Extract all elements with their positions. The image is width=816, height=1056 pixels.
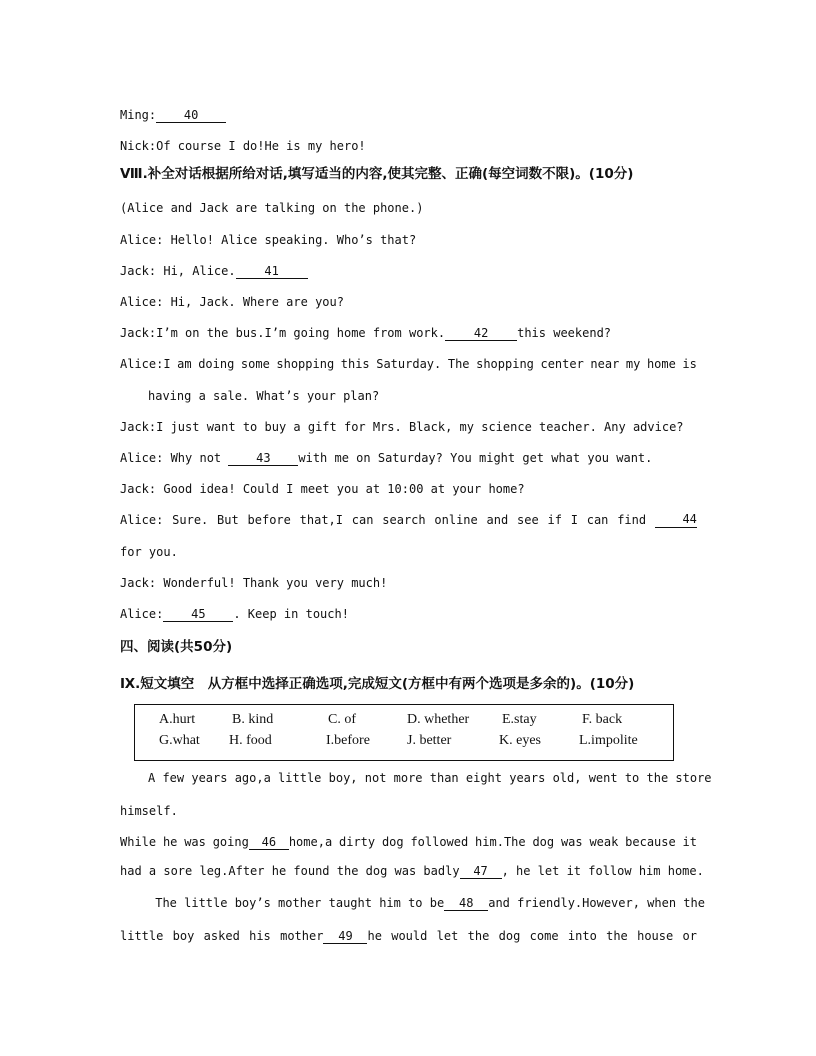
word: let <box>436 929 459 943</box>
word: online <box>434 513 478 527</box>
dialogue-line-7 <box>120 450 652 466</box>
option-b: B. kind <box>232 712 274 727</box>
word: the <box>467 929 490 943</box>
dialogue-intro: (Alice and Jack are talking on the phone.) <box>120 201 424 215</box>
option-a: A.hurt <box>159 712 196 727</box>
word: some <box>240 357 270 371</box>
word: was <box>560 835 583 849</box>
options-box <box>134 704 674 761</box>
line-text: . Keep in touch! <box>233 607 349 621</box>
line-text: The little boy’s mother taught him to be <box>148 896 445 910</box>
section-9-heading: Ⅸ.短文填空 从方框中选择正确选项,完成短文(方框中有两个选项是多余的)。(10分) <box>120 676 635 692</box>
word: that,I <box>299 513 344 527</box>
dialogue-line-11 <box>120 606 349 622</box>
passage-line-5 <box>148 895 705 911</box>
word: dog <box>381 835 404 849</box>
option-g: G.what <box>159 733 200 748</box>
option-i: I.before <box>326 733 370 748</box>
word: would <box>391 929 428 943</box>
word: weak <box>589 835 619 849</box>
word: if <box>547 513 562 527</box>
passage-line-3 <box>120 834 697 850</box>
word: he <box>367 929 382 943</box>
dialogue-line-8: Jack: Good idea! Could I meet you at 10:00 at your home? <box>120 482 525 496</box>
word: near <box>590 357 620 371</box>
word: Alice:I <box>120 357 171 371</box>
dialogue-line-1: Alice: Hello! Alice speaking. Who’s that? <box>120 233 417 247</box>
word: home,a <box>288 835 333 849</box>
ming-line <box>120 107 226 123</box>
dialogue-line-9 <box>120 512 697 528</box>
answer-blank-40[interactable]: 40 <box>156 108 226 123</box>
passage-line-2: himself. <box>120 804 178 818</box>
word: Saturday. <box>376 357 442 371</box>
word: center <box>540 357 584 371</box>
word: dog <box>532 835 555 849</box>
dialogue-line-5b: having a sale. What’s your plan? <box>148 389 380 403</box>
option-d: D. whether <box>407 712 470 727</box>
option-c: C. of <box>328 712 356 727</box>
word: see <box>517 513 539 527</box>
word: going <box>212 835 249 849</box>
dialogue-line-9b: for you. <box>120 545 178 559</box>
passage-line-4 <box>120 863 704 879</box>
word: he <box>162 835 178 849</box>
word: asked <box>203 929 240 943</box>
word: his <box>249 929 271 943</box>
answer-blank-44[interactable]: 44 <box>655 512 697 528</box>
line-text: this weekend? <box>517 326 612 340</box>
word: come <box>529 929 559 943</box>
line-text: with me on Saturday? You might get what you want. <box>298 451 653 465</box>
passage-line-6 <box>120 928 697 944</box>
word: was <box>184 835 206 849</box>
answer-blank-47[interactable]: 47 <box>460 864 502 879</box>
word: search <box>382 513 426 527</box>
dialogue-line-2 <box>120 263 308 279</box>
word: can <box>586 513 609 527</box>
word: him.The <box>475 835 526 849</box>
word: or <box>682 929 697 943</box>
word: house <box>637 929 674 943</box>
dialogue-line-10: Jack: Wonderful! Thank you very much! <box>120 576 388 590</box>
word: Alice: <box>120 513 164 527</box>
line-text: and friendly.However, when the <box>488 896 705 910</box>
dialogue-line-6: Jack:I just want to buy a gift for Mrs. Black, my science teacher. Any advice? <box>120 420 684 434</box>
word: home <box>646 357 676 371</box>
dialogue-line-3: Alice: Hi, Jack. Where are you? <box>120 295 344 309</box>
answer-blank-45[interactable]: 45 <box>163 607 233 622</box>
word: the <box>606 929 628 943</box>
dialogue-line-4 <box>120 325 611 341</box>
line-text: Jack:I’m on the bus.I’m going home from work. <box>120 326 446 340</box>
word: little <box>120 929 164 943</box>
word: dirty <box>339 835 376 849</box>
section-8-heading: Ⅷ.补全对话根据所给对话,填写适当的内容,使其完整、正确(每空词数不限)。(10分) <box>120 166 634 182</box>
line-text: Jack: Hi, Alice. <box>120 264 236 278</box>
line-text: had a sore leg.After he found the dog was badly <box>120 864 460 878</box>
passage-line-1: A few years ago,a little boy, not more than eight years old, went to the store <box>148 771 712 785</box>
option-h: H. food <box>229 733 272 748</box>
word: am <box>177 357 192 371</box>
option-e: E.stay <box>502 712 537 727</box>
word: followed <box>410 835 469 849</box>
word: Sure. <box>172 513 209 527</box>
line-text: , he let it follow him home. <box>501 864 704 878</box>
word: shopping <box>476 357 534 371</box>
answer-blank-43[interactable]: 43 <box>228 451 298 466</box>
answer-blank-42[interactable]: 42 <box>445 326 517 341</box>
answer-blank-41[interactable]: 41 <box>236 264 308 279</box>
option-f: F. back <box>582 712 623 727</box>
ming-label: Ming: <box>120 108 157 122</box>
word: mother <box>280 929 324 943</box>
word: is <box>682 357 697 371</box>
word: find <box>617 513 647 527</box>
nick-line: Nick:Of course I do!He is my hero! <box>120 139 366 153</box>
word: and <box>486 513 509 527</box>
answer-blank-46[interactable]: 46 <box>249 835 289 850</box>
option-j: J. better <box>407 733 452 748</box>
word: boy <box>172 929 195 943</box>
word: before <box>247 513 291 527</box>
word: doing <box>198 357 235 371</box>
option-l: L.impolite <box>579 733 638 748</box>
dialogue-line-5 <box>120 356 697 372</box>
option-k: K. eyes <box>499 733 541 748</box>
word: The <box>447 357 470 371</box>
word: While <box>120 835 157 849</box>
word: it <box>682 835 697 849</box>
answer-blank-48[interactable]: 48 <box>444 896 488 911</box>
word: because <box>625 835 676 849</box>
answer-blank-49[interactable]: 49 <box>323 929 367 944</box>
word: But <box>217 513 239 527</box>
word: dog <box>498 929 521 943</box>
word: I <box>570 513 578 527</box>
line-text: Alice: Why not <box>120 451 229 465</box>
line-text: Alice: <box>120 607 164 621</box>
part-4-heading: 四、阅读(共50分) <box>120 639 233 655</box>
word: this <box>340 357 370 371</box>
word: can <box>351 513 374 527</box>
word: my <box>625 357 641 371</box>
word: shopping <box>276 357 335 371</box>
word: into <box>567 929 597 943</box>
